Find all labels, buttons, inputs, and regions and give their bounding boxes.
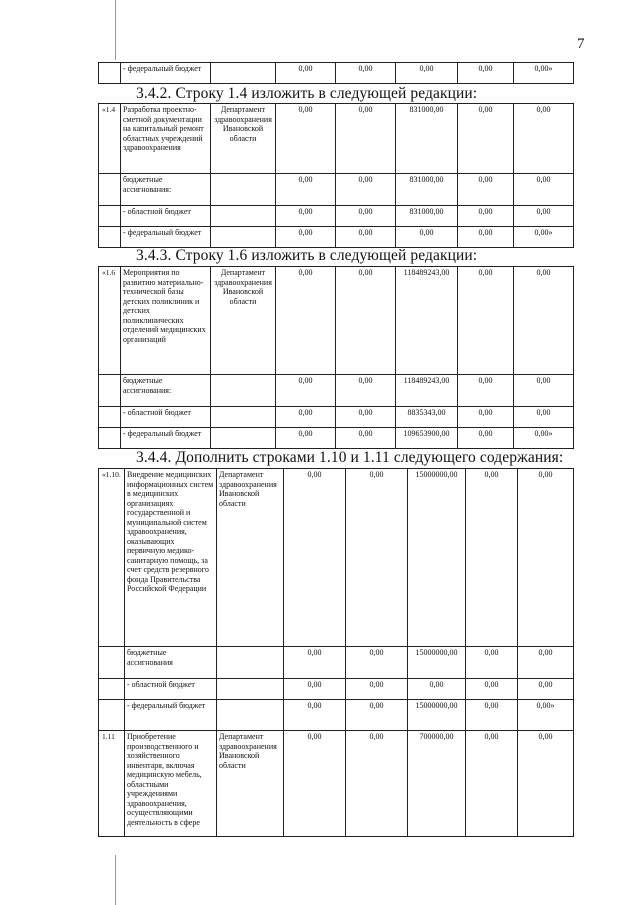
value-cell: 0,00 xyxy=(514,407,574,428)
row-index: «1.4 xyxy=(99,104,121,174)
row-name: бюджетные ассигнования: xyxy=(121,174,211,206)
row-index xyxy=(99,174,121,206)
row-dept xyxy=(211,206,276,227)
row-name: - федеральный бюджет xyxy=(121,227,211,248)
table-row xyxy=(99,174,574,206)
value-cell: 0,00 xyxy=(336,174,396,206)
table-row xyxy=(99,267,574,375)
table-row xyxy=(99,206,574,227)
value-cell: 0,00 xyxy=(276,227,336,248)
value-cell: 0,00 xyxy=(466,731,518,837)
table-row xyxy=(99,227,574,248)
value-cell: 0,00 xyxy=(408,679,466,700)
row-dept xyxy=(217,700,284,731)
value-cell: 0,00 xyxy=(276,407,336,428)
row-name: - федеральный бюджет xyxy=(121,63,211,84)
value-cell: 0,00 xyxy=(518,469,574,647)
row-name: Мероприятия по развитию материально-технической базы детских поликлиник и детских поликлинических отделений медицинских организаций xyxy=(121,267,211,375)
value-cell: 0,00 xyxy=(284,731,346,837)
row-index xyxy=(99,407,121,428)
value-cell: 0,00 xyxy=(458,63,514,84)
value-cell: 0,00 xyxy=(458,407,514,428)
row-index xyxy=(99,227,121,248)
row-dept: Департамент здравоохранения Ивановской области xyxy=(211,104,276,174)
value-cell: 118489243,00 xyxy=(396,375,458,407)
table-row-1-4 xyxy=(98,103,574,248)
row-index: «1.6 xyxy=(99,267,121,375)
value-cell: 0,00 xyxy=(514,375,574,407)
row-dept xyxy=(217,647,284,679)
value-cell: 0,00» xyxy=(514,428,574,449)
row-index xyxy=(99,206,121,227)
row-name: бюджетные ассигнования xyxy=(125,647,217,679)
value-cell: 0,00 xyxy=(336,407,396,428)
value-cell: 831000,00 xyxy=(396,104,458,174)
row-name: - федеральный бюджет xyxy=(121,428,211,449)
row-index xyxy=(99,63,121,84)
value-cell: 0,00 xyxy=(518,679,574,700)
value-cell: 0,00 xyxy=(284,679,346,700)
value-cell: 15000000,00 xyxy=(408,700,466,731)
row-dept xyxy=(211,428,276,449)
value-cell: 0,00 xyxy=(396,63,458,84)
value-cell: 0,00 xyxy=(514,206,574,227)
table-carryover xyxy=(98,62,574,84)
value-cell: 15000000,00 xyxy=(408,647,466,679)
value-cell: 0,00 xyxy=(336,227,396,248)
row-dept xyxy=(211,174,276,206)
value-cell: 0,00 xyxy=(458,428,514,449)
row-name: бюджетные ассигнования: xyxy=(121,375,211,407)
row-name: - федеральный бюджет xyxy=(125,700,217,731)
value-cell: 118489243,00 xyxy=(396,267,458,375)
value-cell: 0,00 xyxy=(466,679,518,700)
row-name: Приобретение производственного и хозяйственного инвентаря, включая медицинскую мебель, областными учреждениями здравоохранения, осуществляющими деятельность в сфере xyxy=(125,731,217,837)
value-cell: 0,00 xyxy=(336,267,396,375)
value-cell: 15000000,00 xyxy=(408,469,466,647)
value-cell: 109653900,00 xyxy=(396,428,458,449)
value-cell: 0,00 xyxy=(336,375,396,407)
value-cell: 0,00» xyxy=(514,227,574,248)
value-cell: 0,00 xyxy=(336,104,396,174)
row-name: Разработка проектно-сметной документации на капитальный ремонт областных учреждений здравоохранения xyxy=(121,104,211,174)
value-cell: 0,00 xyxy=(276,206,336,227)
margin-line-top xyxy=(115,0,116,60)
value-cell: 0,00» xyxy=(514,63,574,84)
value-cell: 0,00 xyxy=(284,469,346,647)
table-row xyxy=(99,63,574,84)
value-cell: 0,00 xyxy=(284,647,346,679)
value-cell: 0,00 xyxy=(396,227,458,248)
table-row xyxy=(99,375,574,407)
value-cell: 0,00 xyxy=(276,63,336,84)
value-cell: 0,00 xyxy=(346,647,408,679)
value-cell: 0,00 xyxy=(276,267,336,375)
row-index xyxy=(99,375,121,407)
table-rows-1-10-1-11 xyxy=(98,468,574,837)
value-cell: 8835343,00 xyxy=(396,407,458,428)
value-cell: 0,00 xyxy=(276,428,336,449)
value-cell: 0,00 xyxy=(518,731,574,837)
value-cell: 0,00 xyxy=(346,700,408,731)
value-cell: 0,00» xyxy=(518,700,574,731)
row-name: Внедрение медицинских информационных систем в медицинских организациях государственной и муниципальной систем здравоохранения, оказывающих первичную медико-санитарную помощь, за счет средств резервного фонда Правительства Российской Федерации xyxy=(125,469,217,647)
value-cell: 0,00 xyxy=(346,679,408,700)
value-cell: 831000,00 xyxy=(396,206,458,227)
value-cell: 0,00 xyxy=(336,428,396,449)
row-index: 1.11 xyxy=(99,731,125,837)
row-index xyxy=(99,700,125,731)
row-dept: Департамент здравоохранения Ивановской области xyxy=(217,469,284,647)
section-heading-3-4-4: 3.4.4. Дополнить строками 1.10 и 1.11 следующего содержания: xyxy=(136,449,564,466)
value-cell: 0,00 xyxy=(276,174,336,206)
row-name: - областной бюджет xyxy=(121,407,211,428)
value-cell: 0,00 xyxy=(276,375,336,407)
row-index: «1.10. xyxy=(99,469,125,647)
table-row xyxy=(99,469,574,647)
value-cell: 0,00 xyxy=(336,206,396,227)
row-dept xyxy=(211,407,276,428)
value-cell: 0,00 xyxy=(466,647,518,679)
value-cell: 0,00 xyxy=(458,174,514,206)
value-cell: 0,00 xyxy=(514,104,574,174)
table-row xyxy=(99,731,574,837)
value-cell: 0,00 xyxy=(458,267,514,375)
value-cell: 0,00 xyxy=(276,104,336,174)
table-row xyxy=(99,679,574,700)
table-row xyxy=(99,428,574,449)
table-row xyxy=(99,647,574,679)
row-dept xyxy=(211,375,276,407)
value-cell: 831000,00 xyxy=(396,174,458,206)
row-dept xyxy=(217,679,284,700)
value-cell: 0,00 xyxy=(514,267,574,375)
margin-line-bottom xyxy=(115,855,116,905)
value-cell: 0,00 xyxy=(458,104,514,174)
value-cell: 0,00 xyxy=(346,469,408,647)
table-row xyxy=(99,700,574,731)
value-cell: 0,00 xyxy=(458,206,514,227)
value-cell: 0,00 xyxy=(466,700,518,731)
row-index xyxy=(99,428,121,449)
value-cell: 0,00 xyxy=(518,647,574,679)
value-cell: 0,00 xyxy=(336,63,396,84)
row-index xyxy=(99,679,125,700)
row-dept: Департамент здравоохранения Ивановской области xyxy=(217,731,284,837)
row-dept: Департамент здравоохранения Ивановской области xyxy=(211,267,276,375)
value-cell: 700000,00 xyxy=(408,731,466,837)
value-cell: 0,00 xyxy=(458,227,514,248)
page-number: 7 xyxy=(577,36,585,52)
table-row xyxy=(99,407,574,428)
row-index xyxy=(99,647,125,679)
row-dept xyxy=(211,227,276,248)
value-cell: 0,00 xyxy=(346,731,408,837)
value-cell: 0,00 xyxy=(514,174,574,206)
value-cell: 0,00 xyxy=(466,469,518,647)
value-cell: 0,00 xyxy=(284,700,346,731)
value-cell: 0,00 xyxy=(458,375,514,407)
row-dept xyxy=(211,63,276,84)
table-row xyxy=(99,104,574,174)
row-name: - областной бюджет xyxy=(125,679,217,700)
table-row-1-6 xyxy=(98,266,574,449)
section-heading-3-4-2: 3.4.2. Строку 1.4 изложить в следующей редакции: xyxy=(136,85,478,102)
row-name: - областной бюджет xyxy=(121,206,211,227)
section-heading-3-4-3: 3.4.3. Строку 1.6 изложить в следующей редакции: xyxy=(136,247,478,264)
